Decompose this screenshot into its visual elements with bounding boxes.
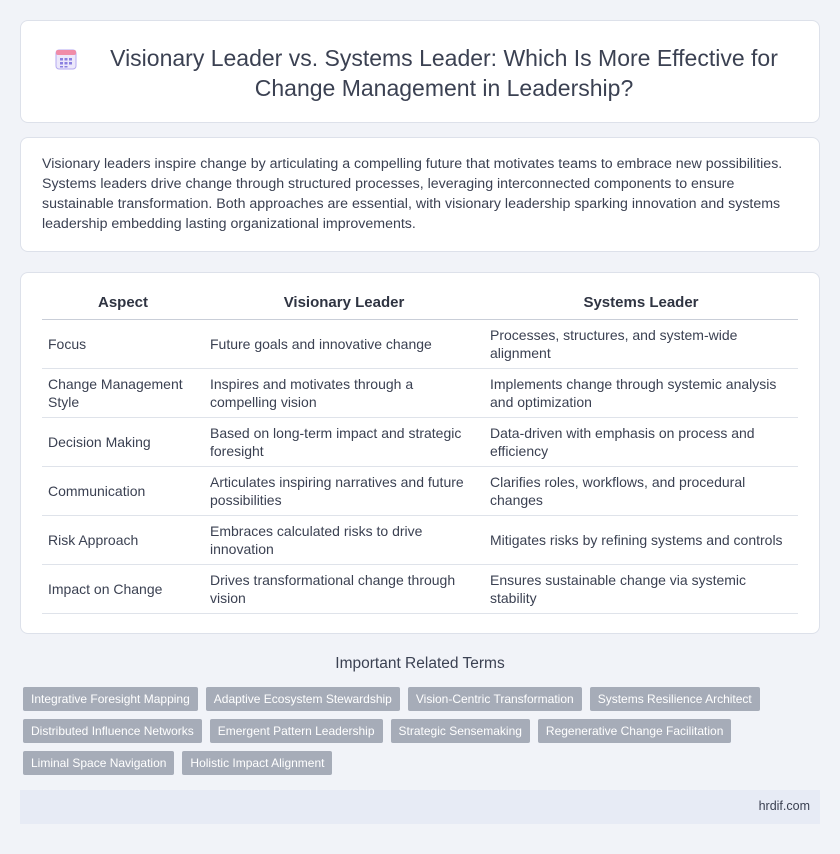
tag-row xyxy=(23,751,813,775)
related-term-tag[interactable]: Systems Resilience Architect xyxy=(590,687,760,711)
related-terms-heading: Important Related Terms xyxy=(335,655,505,672)
intro-card xyxy=(20,137,820,252)
table-cell: Processes, structures, and system-wide alignment xyxy=(484,319,798,368)
footer xyxy=(20,790,820,824)
table-cell: Articulates inspiring narratives and future possibilities xyxy=(204,466,484,515)
table-cell: Change Management Style xyxy=(42,368,204,417)
table-cell: Clarifies roles, workflows, and procedural changes xyxy=(484,466,798,515)
table-row xyxy=(42,515,798,564)
table-row xyxy=(42,417,798,466)
table-cell: Focus xyxy=(42,319,204,368)
title-card xyxy=(20,20,820,123)
table-cell: Decision Making xyxy=(42,417,204,466)
table-header-row xyxy=(42,294,798,319)
tag-row xyxy=(23,687,813,711)
site-name[interactable]: hrdif.com xyxy=(758,799,810,813)
page-title: Visionary Leader vs. Systems Leader: Which Is More Effective for Change Management in Leadership? xyxy=(110,45,778,101)
table-cell: Risk Approach xyxy=(42,515,204,564)
related-term-tag[interactable]: Regenerative Change Facilitation xyxy=(538,719,731,743)
related-term-tag[interactable]: Vision-Centric Transformation xyxy=(408,687,582,711)
table-cell: Ensures sustainable change via systemic stability xyxy=(484,564,798,613)
table-cell: Embraces calculated risks to drive innovation xyxy=(204,515,484,564)
comparison-table-card xyxy=(20,272,820,634)
table-cell: Impact on Change xyxy=(42,564,204,613)
related-term-tag[interactable]: Distributed Influence Networks xyxy=(23,719,202,743)
related-term-tag[interactable]: Holistic Impact Alignment xyxy=(182,751,332,775)
table-cell: Based on long-term impact and strategic foresight xyxy=(204,417,484,466)
comparison-table xyxy=(42,294,798,614)
table-cell: Drives transformational change through vision xyxy=(204,564,484,613)
table-cell: Implements change through systemic analysis and optimization xyxy=(484,368,798,417)
table-cell: Inspires and motivates through a compelling vision xyxy=(204,368,484,417)
related-term-tag[interactable]: Integrative Foresight Mapping xyxy=(23,687,198,711)
table-row xyxy=(42,368,798,417)
table-cell: Future goals and innovative change xyxy=(204,319,484,368)
table-cell: Data-driven with emphasis on process and efficiency xyxy=(484,417,798,466)
tag-row xyxy=(23,719,813,743)
related-terms-list xyxy=(23,687,813,783)
table-row xyxy=(42,564,798,613)
column-header-visionary: Visionary Leader xyxy=(204,294,484,319)
related-term-tag[interactable]: Strategic Sensemaking xyxy=(391,719,530,743)
table-cell: Communication xyxy=(42,466,204,515)
column-header-systems: Systems Leader xyxy=(484,294,798,319)
table-cell: Mitigates risks by refining systems and controls xyxy=(484,515,798,564)
table-row xyxy=(42,466,798,515)
table-row xyxy=(42,319,798,368)
related-term-tag[interactable]: Liminal Space Navigation xyxy=(23,751,174,775)
column-header-aspect: Aspect xyxy=(42,294,204,319)
related-term-tag[interactable]: Emergent Pattern Leadership xyxy=(210,719,383,743)
intro-paragraph: Visionary leaders inspire change by articulating a compelling future that motivates teams to embrace new possibilities. Systems leaders drive change through structured processes, leveraging interconnected components to ensure sustainable transformation. Both approaches are essential, with visionary leadership sparking innovation and systems leadership embedding lasting organizational improvements. xyxy=(42,156,783,232)
related-term-tag[interactable]: Adaptive Ecosystem Stewardship xyxy=(206,687,400,711)
